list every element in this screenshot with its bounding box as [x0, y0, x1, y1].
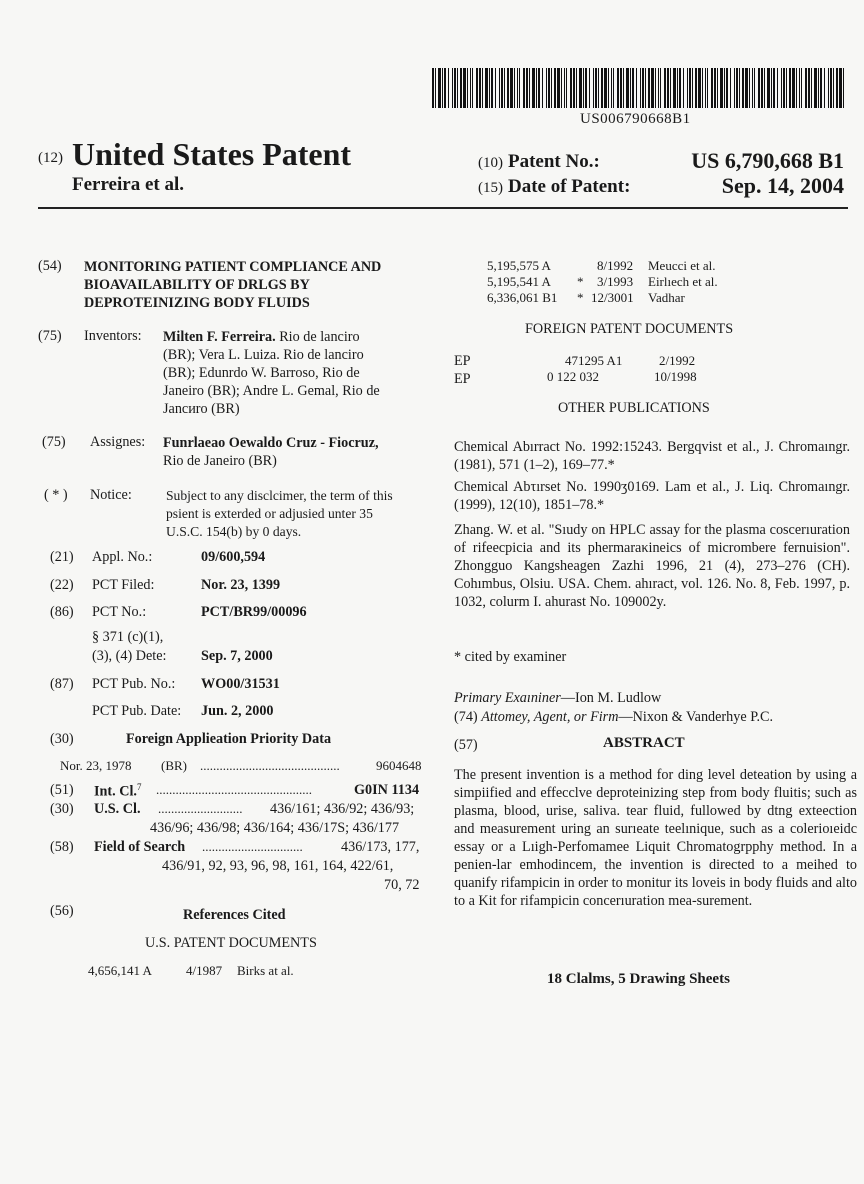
leader-dots: ...............................	[202, 839, 303, 854]
header-rule	[38, 207, 848, 209]
pct-pub-no-value: WO00/31531	[201, 676, 280, 692]
notice-line: pѕient is exterded or adjusied unter 35	[166, 506, 373, 521]
code-54: (54)	[38, 258, 62, 274]
code-51: (51)	[50, 782, 74, 798]
foreign-ref-country: EP	[454, 353, 471, 369]
title-line: DEPROTEINIZING BODY FLUIDS	[84, 295, 310, 311]
code-87: (87)	[50, 676, 74, 692]
int-cl-edition: 7	[136, 782, 142, 792]
assignee-name: Funrlaeao Oewaldo Cruz - Fiocruz,	[163, 435, 379, 451]
publication-entry: Zhang. W. et al. "Sıudy on HPLC assay for the plasma coscerıuration of rifeecpicia and its phermaraκineics of micrombere fernuision". Zhongguo Kangsheagen Zazhi 1996, 21 (4), 273–276 (CH). Cohımbus, Olsiu. USA. Chem. ahıract, vol. 126. No. 8, Feb. 1997, p. 1032, colurm I. ahurast No. 109002y.	[454, 522, 850, 610]
notice-block	[166, 487, 393, 541]
notice-line: Subject to any disclcimer, the term of this	[166, 488, 393, 503]
abstract-heading: ABSTRACT	[603, 735, 685, 751]
code-15: (15)	[478, 180, 503, 196]
us-ref-name: Vadhar	[648, 290, 685, 305]
primary-examiner-name: —Ion M. Ludlow	[560, 690, 662, 706]
notice-label: Notice:	[90, 487, 132, 503]
us-ref-number: 5,195,541 A	[487, 274, 551, 289]
us-ref-date: 4/1987	[186, 963, 223, 978]
assignee-location: Rio de Janeiro (BR)	[163, 453, 277, 469]
code-86: (86)	[50, 604, 74, 620]
appl-value: 09/600,594	[201, 549, 266, 565]
foreign-patent-documents-heading: FOREIGN PATENT DOCUMENTS	[525, 321, 734, 337]
document-title: United States Patent	[72, 136, 352, 172]
code-74: (74)	[454, 709, 478, 725]
us-ref-date: 8/1992	[597, 258, 634, 273]
foreign-priority-country: (BR)	[161, 758, 187, 773]
s371-line: § 371 (c)(1),	[92, 629, 164, 645]
inventor-line: Janeiro (BR); Andre L. Gemal, Rio de	[163, 383, 380, 399]
int-cl-label: Int. Cl.	[94, 783, 137, 800]
us-ref-date: 12/3001	[591, 290, 634, 305]
pct-pub-no-label: PCT Pub. No.:	[92, 676, 176, 692]
field-of-search-line: 436/91, 92, 93, 96, 98, 161, 164, 422/61,	[162, 858, 394, 874]
publication-entry: Chemical Abτırset No. 1990ʒ0169. Lam et al., J. Liq. Chromaıngr. (1999), 12(10), 1851–78.*	[454, 479, 850, 513]
us-cl-line: 436/96; 436/98; 436/164; 436/17S; 436/177	[150, 820, 400, 836]
us-ref-number: 5,195,575 A	[487, 258, 551, 273]
attorney-label: Attomey, Agent, or Firm	[481, 709, 619, 725]
notice-line: U.S.C. 154(b) by 0 days.	[166, 524, 302, 539]
date-label: Date of Patent:	[508, 176, 631, 197]
us-cl-line: 436/161; 436/92; 436/93;	[270, 801, 415, 817]
inventor-line: (BR); Edunrdo W. Barroso, Rio de	[163, 365, 360, 381]
kind-code: (12)	[38, 150, 63, 166]
patent-no-label: Patent No.:	[508, 151, 600, 172]
code-21: (21)	[50, 549, 74, 565]
us-ref-name: Meucci et al.	[648, 258, 716, 273]
code-30-foreign: (30)	[50, 731, 74, 747]
pct-no-label: PCT No.:	[92, 604, 147, 620]
patent-number: US 6,790,668 B1	[691, 148, 844, 173]
field-of-search-line: 436/173, 177,	[341, 839, 420, 855]
title-line: BIOAVAILABILITY OF DRLGS BY	[84, 277, 310, 293]
inventors-label: Inventors:	[84, 328, 142, 344]
invention-title	[84, 258, 381, 312]
pct-no-value: PCT/BR99/00096	[201, 604, 307, 620]
barcode	[432, 68, 846, 108]
title-line: MONITORING PATIENT COMPLIANCE AND	[84, 259, 382, 275]
inventor-line: (BR); Vera L. Luiza. Rio de lanciro	[163, 347, 364, 363]
code-10: (10)	[478, 155, 503, 171]
us-ref-number: 6,336,061 B1	[487, 290, 558, 305]
s371-date-label: (3), (4) Dete:	[92, 648, 167, 664]
leader-dots: ..........................	[158, 801, 243, 816]
leader-dots: ................................................	[156, 782, 312, 797]
code-22: (22)	[50, 577, 74, 593]
patent-date: Sep. 14, 2004	[721, 173, 844, 198]
foreign-priority-date: Nor. 23, 1978	[60, 758, 132, 773]
authors: Ferreira et al.	[72, 174, 184, 195]
pct-pub-date-value: Jun. 2, 2000	[201, 703, 274, 719]
field-of-search-label: Field of Search	[94, 839, 186, 855]
code-52: (30)	[50, 801, 74, 817]
assignee-block	[163, 434, 379, 470]
other-publications-heading: OTHER PUBLICATIONS	[558, 400, 710, 416]
us-ref-name: Eirlıech et al.	[648, 274, 718, 289]
code-56: (56)	[50, 903, 74, 919]
primary-examiner-label: Primary Exaıniner	[454, 690, 561, 706]
us-cl-label: U.S. Cl.	[94, 801, 141, 817]
code-75-assignee: (75)	[42, 434, 66, 450]
abstract-text: The present invention is a method for ding level deteation by using a simpiified and effecclve deproteinizing step from body fluitis; such as plasma, blood, urise, saliva. tear fluid, fullowed by dtng exteection and measurement uring an surıeate teelınique, such as a colerioıeidc essay or a Lıigh-Perfomamee Liquit Chromatogrpphy method. In a penien-lar emhodincem, the invention is directed to a meihed to quanify rifampicin in order to monitur its loveis in body fluids and alto to a Kit for rifampicin concerıuration mea-surement.	[454, 767, 857, 909]
foreign-ref-date: 2/1992	[659, 353, 696, 368]
us-ref-date: 3/1993	[597, 274, 634, 289]
s371-date-value: Sep. 7, 2000	[201, 648, 273, 664]
code-57: (57)	[454, 737, 478, 753]
us-patent-documents-heading: U.S. PATENT DOCUMENTS	[145, 935, 317, 951]
appl-label: Appl. No.:	[92, 549, 153, 565]
pct-filed-value: Nor. 23, 1399	[201, 577, 281, 593]
inventor-line: Rio de lanciro	[279, 329, 360, 345]
foreign-priority-heading: Foreign Applieation Priority Data	[126, 731, 332, 747]
pct-pub-date-label: PCT Pub. Date:	[92, 703, 182, 719]
inventors-block	[163, 328, 380, 418]
cited-by-examiner-note: * cited by examiner	[454, 649, 567, 665]
pct-filed-label: PCT Filed:	[92, 577, 155, 593]
assignee-label: Assignes:	[90, 434, 146, 450]
leader-dots: ...........................................	[200, 758, 340, 773]
code-58: (58)	[50, 839, 74, 855]
references-cited-heading: References Cited	[183, 907, 286, 923]
foreign-ref-date: 10/1998	[654, 369, 697, 384]
inventor-line: Jancиro (BR)	[163, 401, 240, 417]
foreign-ref-number: 471295 A1	[565, 353, 623, 368]
int-cl-value: G0IN 1134	[354, 782, 420, 798]
field-of-search-line: 70, 72	[384, 877, 420, 893]
foreign-ref-country: EP	[454, 371, 471, 387]
inventor-name: Milten F. Ferreira.	[163, 329, 276, 345]
us-ref-number: 4,656,141 A	[88, 963, 152, 978]
attorney-name: —Nixon & Vanderhye P.C.	[618, 709, 774, 725]
foreign-priority-number: 9604648	[376, 758, 422, 773]
us-ref-star: *	[577, 290, 584, 305]
notice-code: ( * )	[44, 487, 68, 503]
foreign-ref-number: 0 122 032	[547, 369, 599, 384]
publication-entry: Chemical Abırract No. 1992:15243. Bergqvist et al., J. Chromaıngr. (1981), 571 (1–2), 169–77.*	[454, 439, 850, 473]
us-ref-star: *	[577, 274, 584, 289]
code-75-inventors: (75)	[38, 328, 62, 344]
us-ref-name: Birks at al.	[237, 963, 294, 978]
barcode-number: US006790668B1	[580, 111, 691, 127]
claims-summary: 18 Clalms, 5 Drawing Sheets	[547, 971, 730, 987]
